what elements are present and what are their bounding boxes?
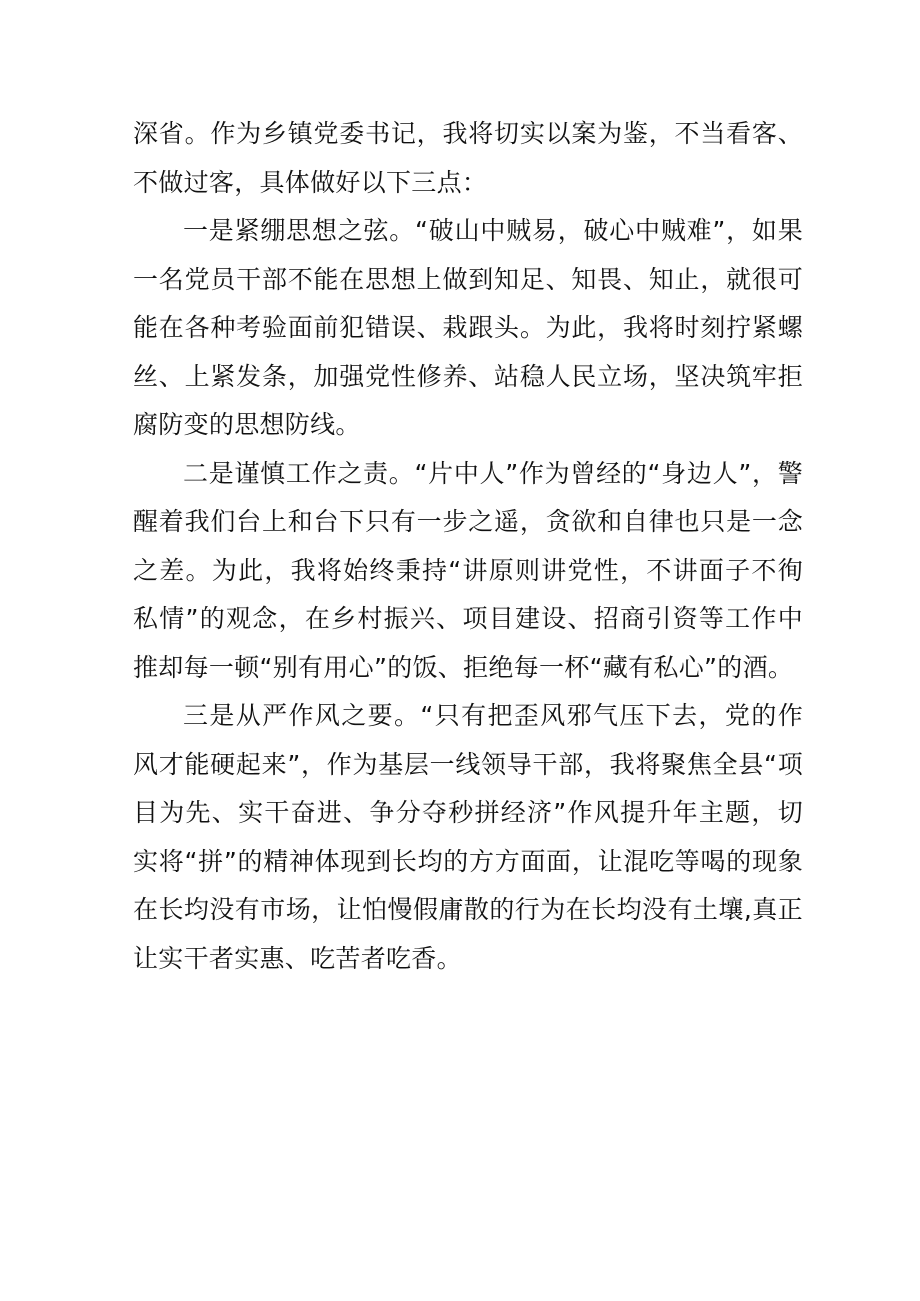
paragraph-point-1: 一是紧绷思想之弦。“破山中贼易，破心中贼难”，如果一名党员干部不能在思想上做到知足、知畏、知止，就很可能在各种考验面前犯错误、栽跟头。为此，我将时刻拧紧螺丝、上紧发条，加强党性修养、站稳人民立场，坚决筑牢拒腐防变的思想防线。 <box>133 216 803 439</box>
paragraph-intro: 深省。作为乡镇党委书记，我将切实以案为鉴，不当看客、不做过客，具体做好以下三点： <box>133 119 803 197</box>
paragraph-point-3: 三是从严作风之要。“只有把歪风邪气压下去，党的作风才能硬起来”，作为基层一线领导干部，我将聚焦全县“项目为先、实干奋进、争分夺秒拼经济”作风提升年主题，切实将“拼”的精神体现到长均的方方面面，让混吃等喝的现象在长均没有市场，让怕慢假庸散的行为在长均没有土壤,真正让实干者实惠、吃苦者吃香。 <box>133 701 803 973</box>
document-body <box>133 110 803 983</box>
paragraph-point-2: 二是谨慎工作之责。“片中人”作为曾经的“身边人”，警醒着我们台上和台下只有一步之遥，贪欲和自律也只是一念之差。为此，我将始终秉持“讲原则讲党性，不讲面子不徇私情”的观念，在乡村振兴、项目建设、招商引资等工作中推却每一顿“别有用心”的饭、拒绝每一杯“藏有私心”的酒。 <box>133 458 803 682</box>
